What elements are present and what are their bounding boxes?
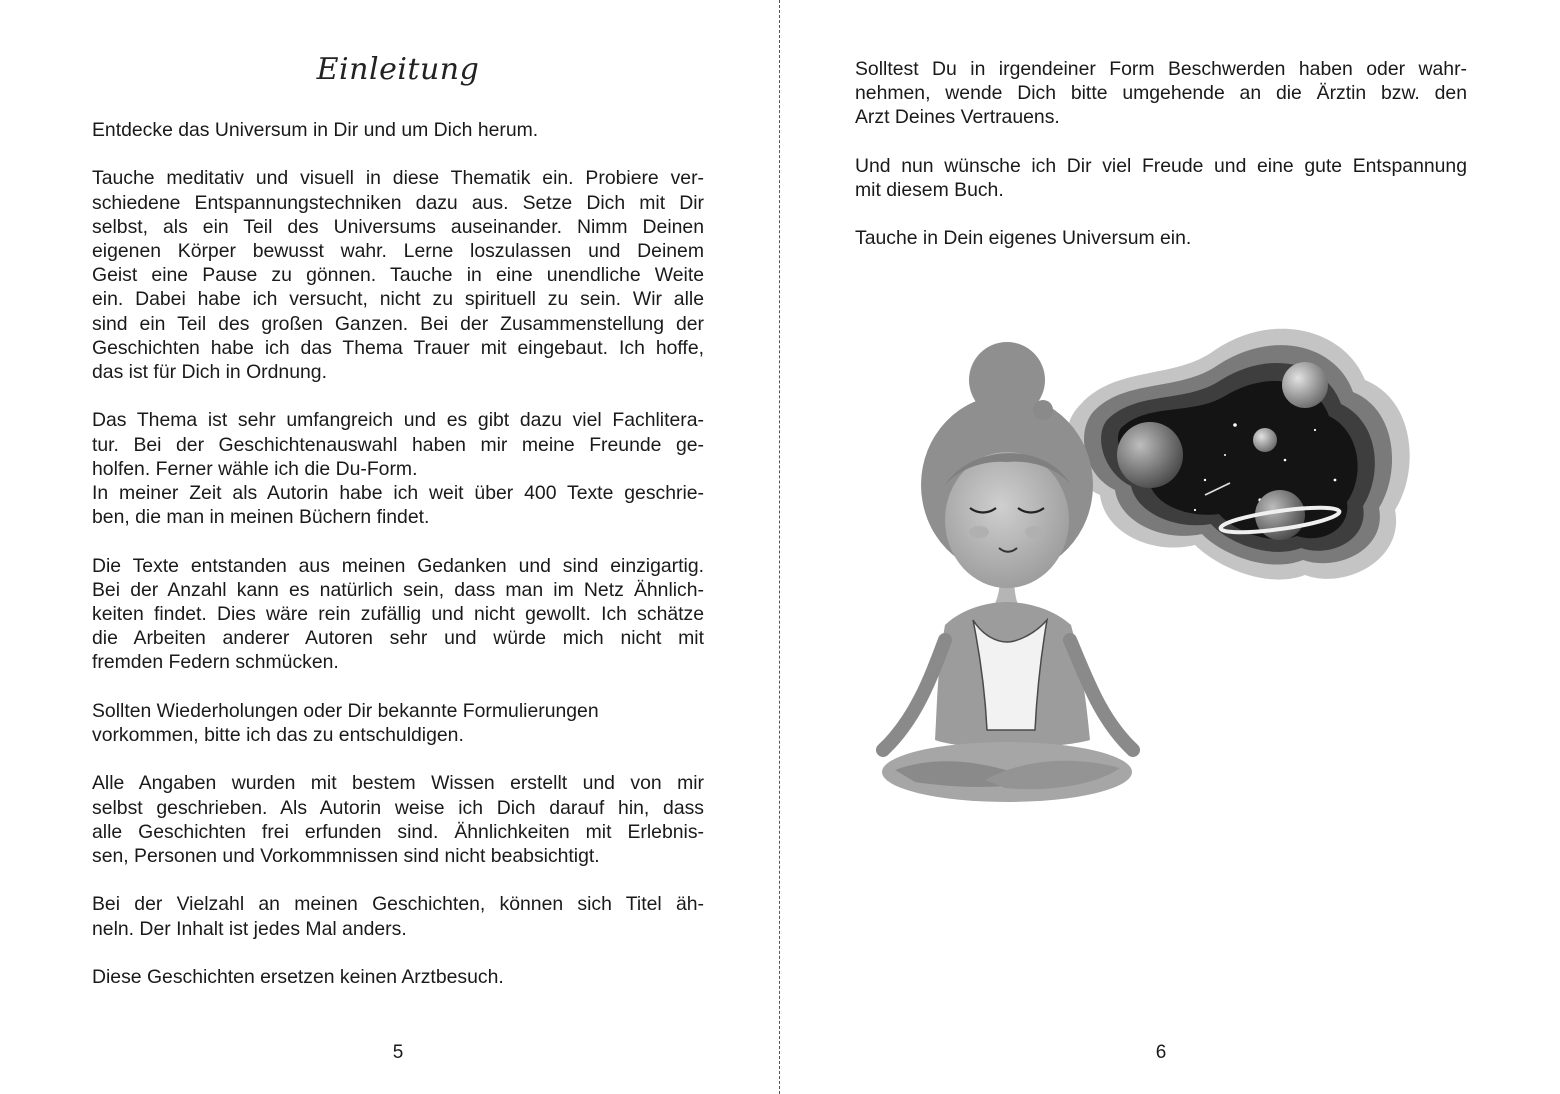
paragraph (855, 226, 1467, 250)
paragraph (92, 965, 704, 989)
text-line: keiten findet. Dies wäre rein zufällig und nicht gewollt. Ich schätze (92, 603, 704, 626)
paragraph (92, 771, 704, 868)
text-line: In meiner Zeit als Autorin habe ich weit über 400 Texte geschrie- (92, 482, 704, 505)
planet-icon (1117, 422, 1183, 488)
text-line: Sollten Wiederholungen oder Dir bekannte Formulierungen (92, 699, 599, 722)
text-line: Tauche in Dein eigenes Universum ein. (855, 227, 1192, 250)
text-line: Die Texte entstanden aus meinen Gedanken und sind einzigartig. (92, 554, 704, 577)
text-line: selbst, als ein Teil des Universums auseinander. Nimm Deinen (92, 215, 704, 238)
text-line: Arzt Deines Vertrauens. (855, 106, 1060, 129)
text-line: Alle Angaben wurden mit bestem Wissen erstellt und von mir (92, 772, 704, 795)
paragraph (92, 892, 704, 940)
text-line: mit diesem Buch. (855, 179, 1004, 201)
right-page (780, 0, 1560, 1094)
planet-icon (1282, 362, 1328, 408)
text-line: das ist für Dich in Ordnung. (92, 361, 327, 384)
text-line: holfen. Ferner wähle ich die Du-Form. (92, 457, 418, 480)
paragraph (92, 554, 704, 675)
left-text-block (92, 118, 704, 1013)
paragraph (92, 699, 704, 747)
space-cloud (1066, 329, 1410, 580)
text-line: Bei der Vielzahl an meinen Geschichten, können sich Titel äh- (92, 893, 704, 916)
text-line: sen, Personen und Vorkommnissen sind nicht beabsichtigt. (92, 845, 600, 868)
paragraph (855, 57, 1467, 130)
text-line: Tauche meditativ und visuell in diese Thematik ein. Probiere ver- (92, 167, 704, 190)
text-line: ben, die man in meinen Büchern findet. (92, 506, 430, 529)
paragraph (92, 408, 704, 529)
text-line: eigenen Körper bewusst wahr. Lerne loszulassen und Deinem (92, 240, 704, 262)
text-line: selbst geschrieben. Als Autorin weise ich Dich darauf hin, dass (92, 796, 704, 819)
text-line: sind ein Teil des großen Ganzen. Bei der Zusammenstellung der (92, 312, 704, 335)
text-line: Entdecke das Universum in Dir und um Dich herum. (92, 119, 539, 141)
paragraph (855, 154, 1467, 202)
text-line: ein. Dabei habe ich versucht, nicht zu spirituell zu sein. Wir alle (92, 288, 704, 311)
text-line: schiedene Entspannungstechniken dazu aus. Setze Dich mit Dir (92, 191, 704, 214)
text-line: alle Geschichten frei erfunden sind. Ähnlichkeiten mit Erlebnis- (92, 820, 704, 843)
text-line: fremden Federn schmücken. (92, 651, 339, 674)
moon-icon (1253, 428, 1277, 452)
text-line: nehmen, wende Dich bitte umgehende an die Ärztin bzw. den (855, 82, 1467, 105)
meditation-illustration (875, 310, 1435, 810)
text-line: Diese Geschichten ersetzen keinen Arztbesuch. (92, 966, 504, 988)
page-title: Einleitung (316, 52, 480, 87)
page-number: 6 (1155, 1042, 1167, 1063)
page-number: 5 (392, 1042, 404, 1063)
text-line: Geist eine Pause zu gönnen. Tauche in eine unendliche Weite (92, 264, 704, 287)
text-line: Bei der Anzahl kann es natürlich sein, dass man im Netz Ähnlich- (92, 578, 704, 601)
text-line: vorkommen, bitte ich das zu entschuldigen. (92, 724, 464, 747)
paragraph (92, 166, 704, 384)
text-line: die Arbeiten anderer Autoren sehr und würde mich nicht mit (92, 627, 704, 650)
text-line: tur. Bei der Geschichtenauswahl haben mir meine Freunde ge- (92, 433, 704, 456)
paragraph (92, 118, 704, 142)
left-page (0, 0, 779, 1094)
text-line: Geschichten habe ich das Thema Trauer mit eingebaut. Ich hoffe, (92, 336, 704, 359)
right-text-block (855, 57, 1467, 275)
text-line: neln. Der Inhalt ist jedes Mal anders. (92, 917, 407, 940)
text-line: Das Thema ist sehr umfangreich und es gibt dazu viel Fachlitera- (92, 409, 704, 432)
text-line: Solltest Du in irgendeiner Form Beschwerden haben oder wahr- (855, 58, 1467, 80)
text-line: Und nun wünsche ich Dir viel Freude und eine gute Entspannung (855, 154, 1467, 177)
